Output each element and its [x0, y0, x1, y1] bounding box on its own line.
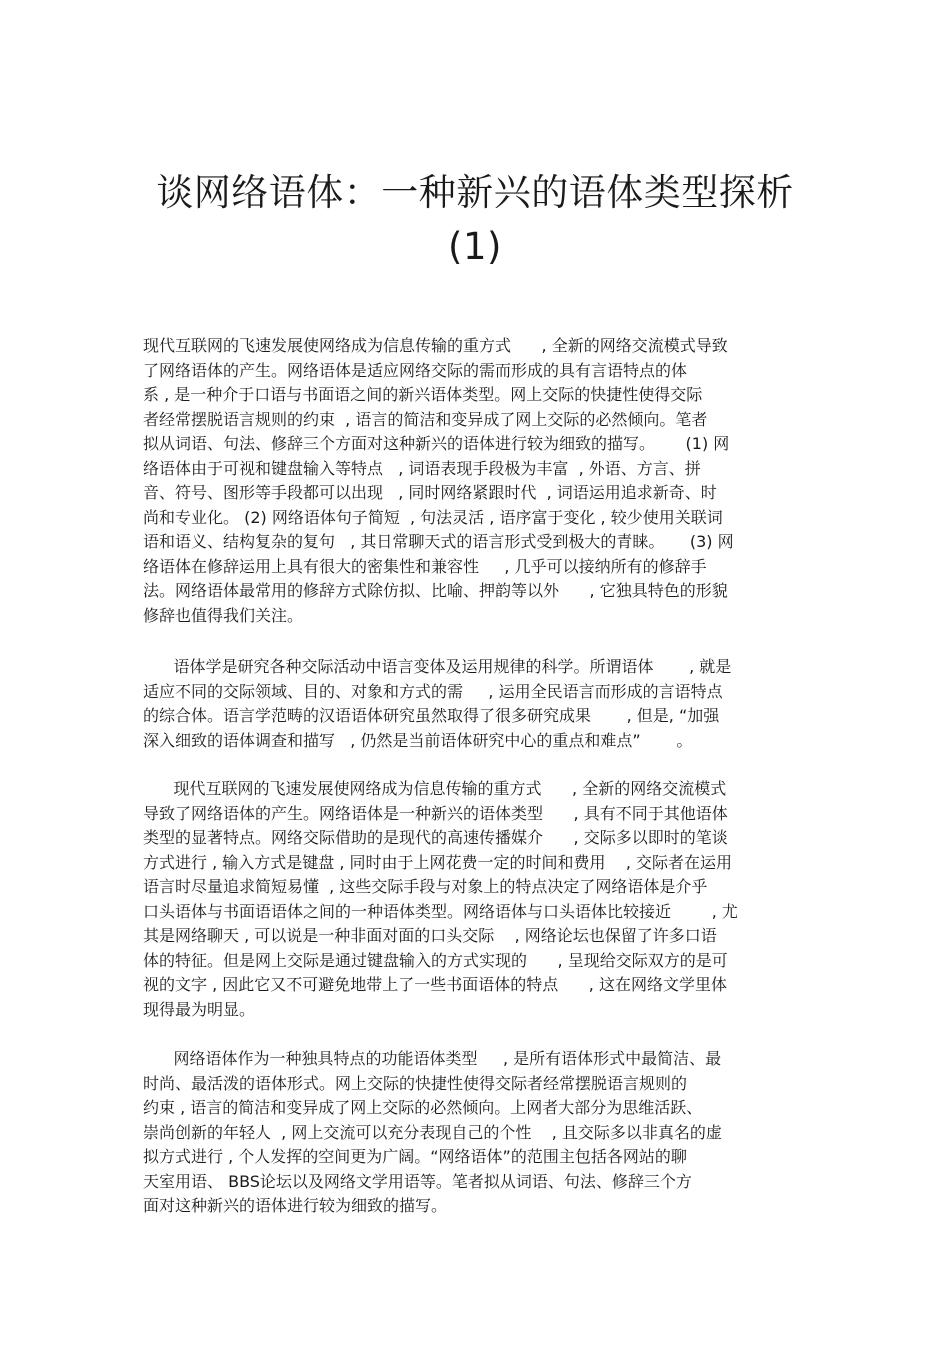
- document-title-part-number: (1): [448, 225, 502, 268]
- text-line: 现代互联网的飞速发展使网络成为信息传输的重方式 , 全新的网络交流模式导致: [143, 336, 728, 355]
- text-line: 的综合体。语言学范畴的汉语语体研究虽然取得了很多研究成果 , 但是, “加强: [143, 706, 720, 725]
- text-line: 口头语体与书面语语体之间的一种语体类型。网络语体与口头语体比较接近 , 尤: [143, 901, 738, 921]
- paragraph-2: [143, 655, 808, 753]
- text-line: 络语体在修辞运用上具有很大的密集性和兼容性 , 几乎可以接纳所有的修辞手: [143, 556, 707, 576]
- text-line: 系 , 是一种介于口语与书面语之间的新兴语体类型。网上交际的快捷性使得交际: [143, 385, 703, 404]
- paragraph-4: [143, 1047, 808, 1219]
- text-line: 导致了网络语体的产生。网络语体是一种新兴的语体类型 , 具有不同于其他语体: [143, 803, 728, 823]
- text-line: 者经常摆脱语言规则的约束 , 语言的简洁和变异成了网上交际的必然倾向。笔者: [143, 409, 708, 429]
- text-line: 视的文字 , 因此它又不可避免地带上了一些书面语体的特点 , 这在网络文学里体: [143, 975, 727, 994]
- text-line: 修辞也值得我们关注。: [143, 605, 304, 625]
- paragraph-1: [143, 334, 808, 628]
- text-line: 尚和专业化。 (2) 网络语体句子简短 , 句法灵活 , 语序富于变化 , 较少使用关联词: [143, 507, 723, 527]
- text-line: 其是网络聊天 , 可以说是一种非面对面的口头交际 , 网络论坛也保留了许多口语: [143, 926, 717, 945]
- text-line: 语和语义、结构复杂的复句 , 其日常聊天式的语言形式受到极大的青睐。 (3) 网: [143, 532, 734, 551]
- text-line: 体的特征。但是网上交际是通过键盘输入的方式实现的 , 呈现给交际双方的是可: [143, 950, 728, 970]
- text-line: 了网络语体的产生。网络语体是适应网络交际的需而形成的具有言语特点的体: [143, 360, 688, 380]
- text-line: 音、符号、图形等手段都可以出现 , 同时网络紧跟时代 , 词语运用追求新奇、时: [143, 483, 717, 502]
- text-line: 约束 , 语言的简洁和变异成了网上交际的必然倾向。上网者大部分为思维活跃、: [143, 1098, 703, 1117]
- text-line: 深入细致的语体调查和描写 , 仍然是当前语体研究中心的重点和难点” 。: [143, 730, 693, 750]
- text-line: 方式进行 , 输入方式是键盘 , 同时由于上网花费一定的时间和费用 , 交际者在运用: [143, 852, 733, 872]
- text-line: 络语体由于可视和键盘输入等特点 , 词语表现手段极为丰富 , 外语、方言、拼: [143, 458, 701, 478]
- text-line: 适应不同的交际领域、目的、对象和方式的需 , 运用全民语言而形成的言语特点: [143, 681, 723, 701]
- text-line: 语体学是研究各种交际活动中语言变体及运用规律的科学。所谓语体 , 就是: [143, 657, 732, 676]
- text-line: 崇尚创新的年轻人 , 网上交流可以充分表现自己的个性 , 且交际多以非真名的虚: [143, 1122, 722, 1142]
- text-line: 面对这种新兴的语体进行较为细致的描写。: [143, 1196, 448, 1215]
- text-line: 语言时尽量追求简短易懂 , 这些交际手段与对象上的特点决定了网络语体是介乎: [143, 877, 708, 896]
- text-line: 时尚、最活泼的语体形式。网上交际的快捷性使得交际者经常摆脱语言规则的: [143, 1073, 688, 1093]
- text-line: 网络语体作为一种独具特点的功能语体类型 , 是所有语体形式中最简洁、最: [143, 1049, 722, 1068]
- document-title: 谈网络语体：一种新兴的语体类型探析: [156, 171, 794, 214]
- text-line: 天室用语、 BBS论坛以及网络文学用语等。笔者拟从词语、句法、修辞三个方: [143, 1171, 692, 1191]
- text-line: 拟方式进行 , 个人发挥的空间更为广阔。“网络语体”的范围主包括各网站的聊: [143, 1147, 687, 1166]
- text-line: 法。网络语体最常用的修辞方式除仿拟、比喻、押韵等以外 , 它独具特色的形貌: [143, 581, 728, 600]
- text-line: 现代互联网的飞速发展使网络成为信息传输的重方式 , 全新的网络交流模式: [143, 779, 727, 798]
- text-line: 类型的显著特点。网络交际借助的是现代的高速传播媒介 , 交际多以即时的笔谈: [143, 828, 728, 847]
- text-line: 拟从词语、句法、修辞三个方面对这种新兴的语体进行较为细致的描写。 (1) 网: [143, 434, 730, 453]
- text-line: 现得最为明显。: [143, 999, 256, 1019]
- paragraph-3: [143, 777, 808, 1022]
